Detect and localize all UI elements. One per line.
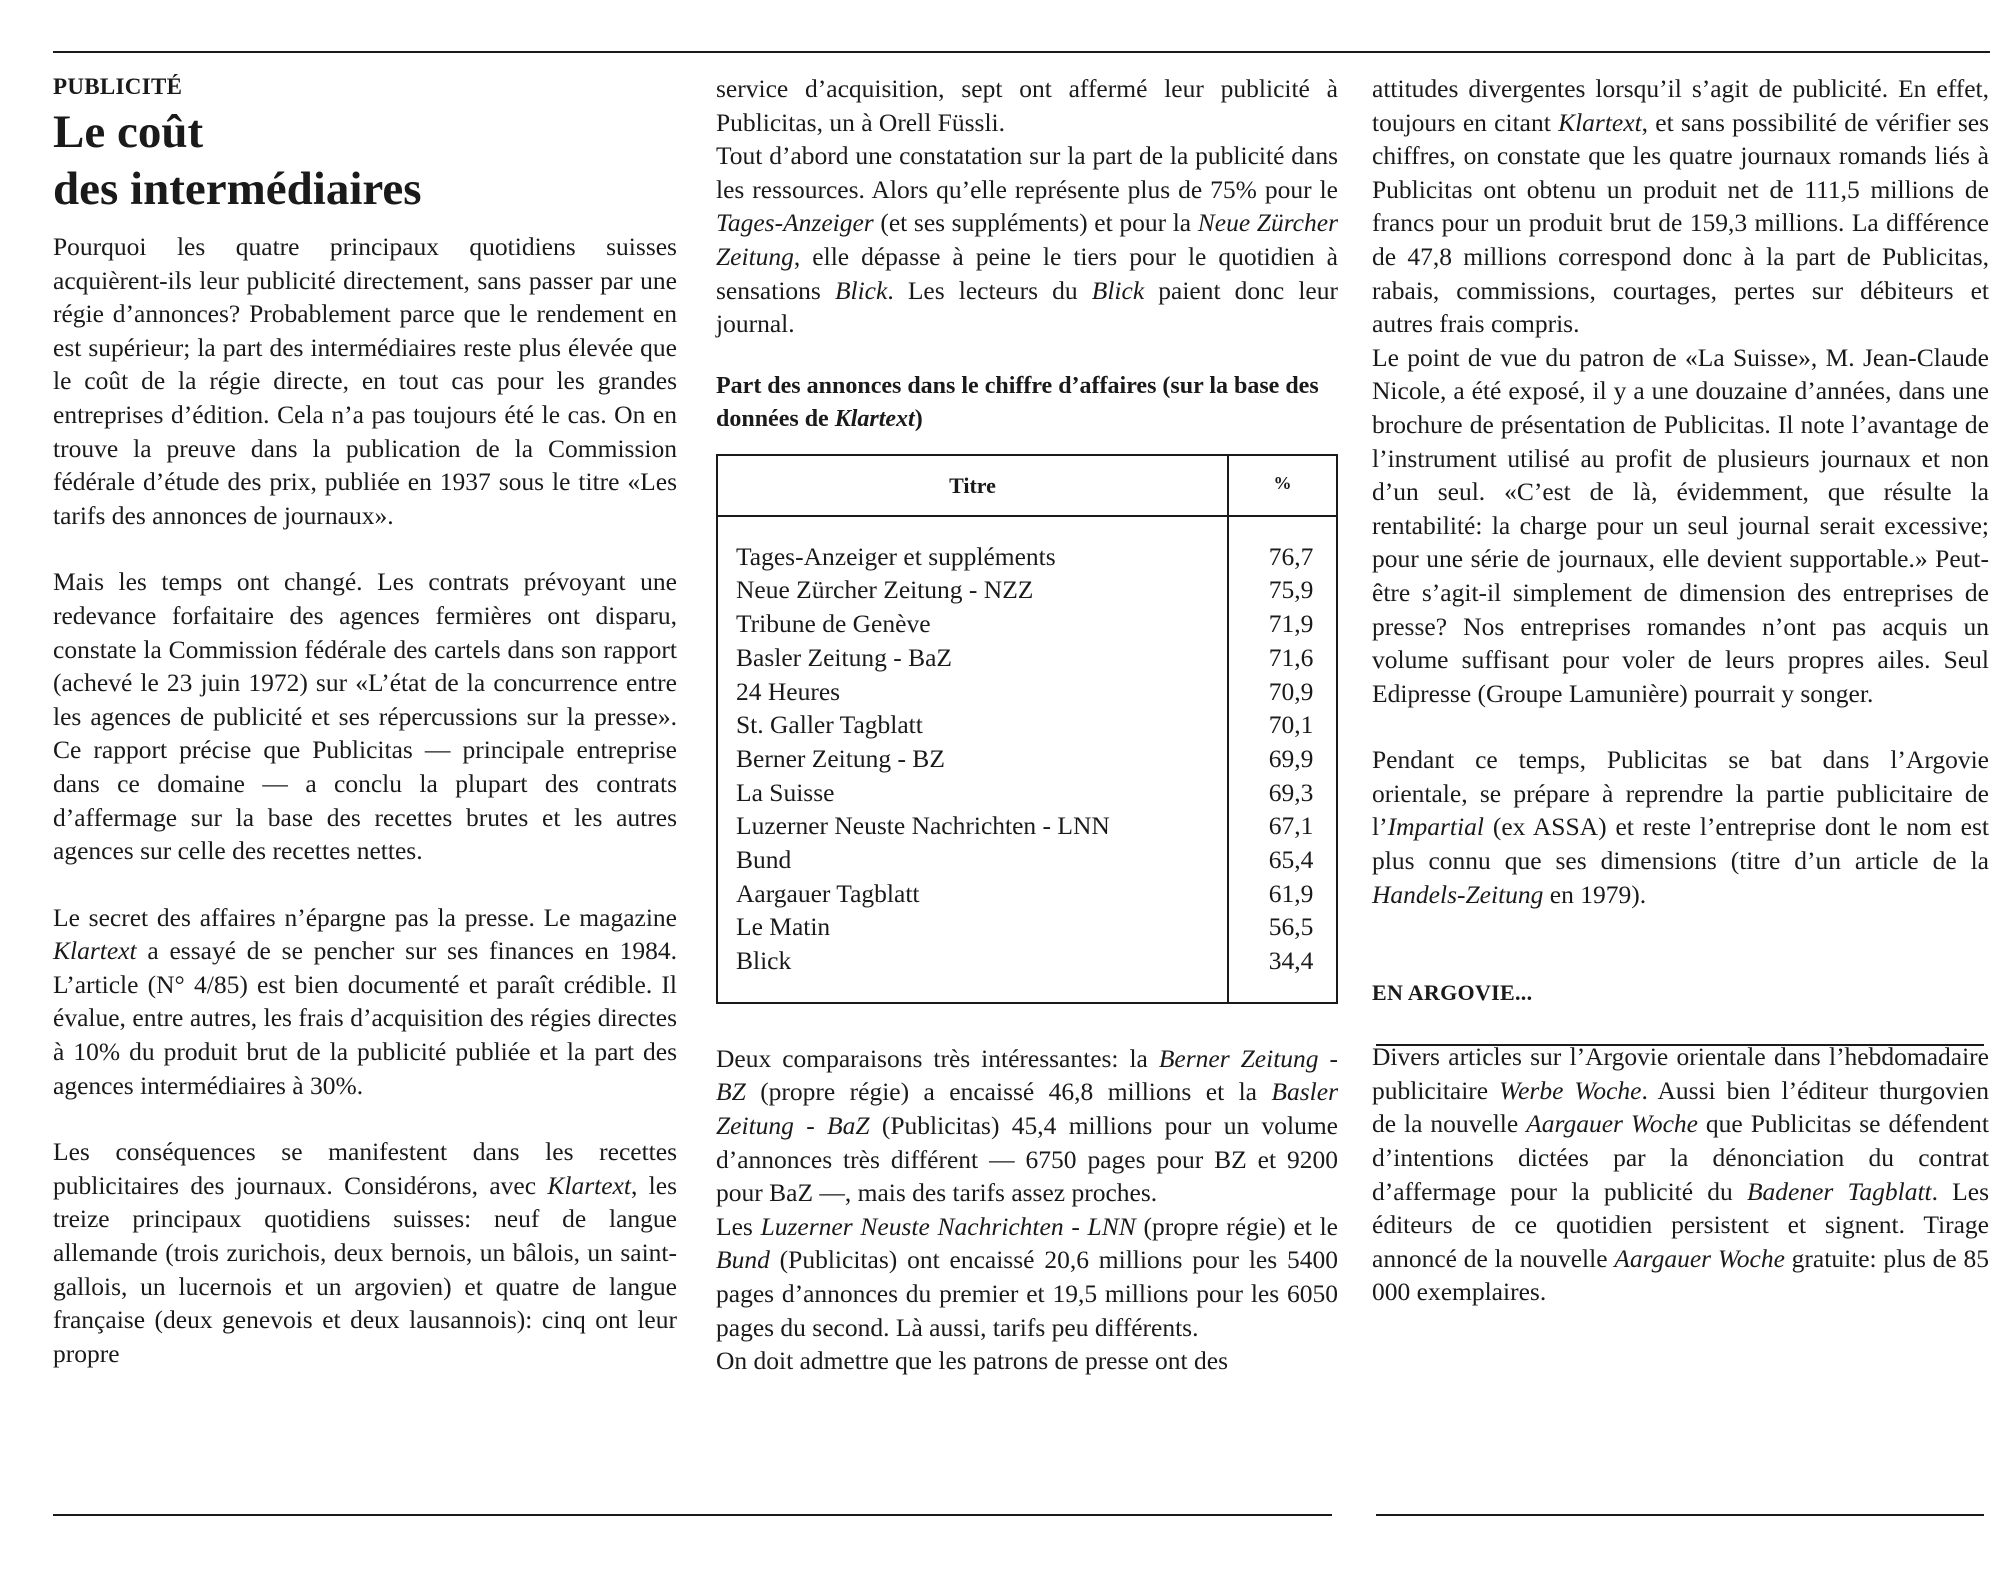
newspaper-name: St. Galler Tagblatt bbox=[736, 710, 923, 740]
paragraph: Tout d’abord une constatation sur la part de la publicité dans les ressources. Alors qu’elle représente plus de 75% pour le Tages-Anzeiger (et ses suppléments) et pour la Neue Zürcher Zeitung, elle dépasse à peine le tiers pour le quotidien à sensations Blick. Les lecteurs du Blick paient donc leur journal. bbox=[716, 141, 1338, 339]
table-row bbox=[736, 910, 1336, 944]
table-caption: Part des annonces dans le chiffre d’affaires (sur la base des données de Klartext) bbox=[716, 372, 1319, 432]
table-row bbox=[736, 809, 1336, 843]
newspaper-name: Blick bbox=[736, 946, 792, 975]
table-row bbox=[736, 607, 1336, 641]
bottom-rule-right bbox=[1376, 1514, 1984, 1516]
column-header-title: Titre bbox=[949, 472, 996, 498]
advertising-share-table bbox=[716, 454, 1338, 1004]
paragraph: Les Luzerner Neuste Nachrichten - LNN (propre régie) et le Bund (Publicitas) ont encaissé 20,6 millions pour les 5400 pages d’annonces du premier et 19,5 millions pour les 6050 pages du second. Là aussi, tarifs peu différents. bbox=[716, 1211, 1338, 1342]
newspaper-name: Aargauer Tagblatt bbox=[736, 878, 920, 908]
newspaper-name: Tages-Anzeiger et suppléments bbox=[736, 541, 1056, 571]
table-row bbox=[736, 641, 1336, 675]
paragraph: Les conséquences se manifestent dans les recettes publicitaires des journaux. Considérons, avec Klartext, les treize principaux quotidiens suisses: neuf de langue allemande (trois zurichois, deux bernois, un bâlois, un saint-gallois, un lucernois et un argovien) et quatre de langue française (deux genevois et deux lausannois): cinq ont leur propre bbox=[53, 1137, 678, 1368]
ad-share-value: 61,9 bbox=[1268, 878, 1314, 908]
table-row bbox=[736, 573, 1336, 607]
ad-share-value: 70,9 bbox=[1268, 676, 1314, 706]
table-row bbox=[736, 675, 1336, 709]
paragraph: Le point de vue du patron de «La Suisse», M. Jean-Claude Nicole, a été exposé, il y a une douzaine d’années, dans une brochure de présentation de Publicitas. Il note l’avantage de l’instrument utilisé au profit de plusieurs journaux et non d’un seul. «C’est de là, évidemment, que résulte la rentabilité: la charge pour un seul journal serait excessive; pour une série de journaux, elle devient supportable.» Peut-être s’agit-il simplement de dimension des entreprises de presse? Nos entreprises romandes n’ont pas acquis un volume suffisant pour voler de leurs propres ailes. Seul Edipresse (Groupe Lamunière) pourrait y songer. bbox=[1372, 342, 1989, 708]
ad-share-value: 75,9 bbox=[1268, 575, 1314, 605]
table-body bbox=[736, 540, 1336, 978]
ad-share-value: 67,1 bbox=[1268, 811, 1314, 841]
ad-share-value: 34,4 bbox=[1268, 946, 1314, 975]
ad-share-value: 69,9 bbox=[1268, 743, 1314, 773]
newspaper-name: Neue Zürcher Zeitung - NZZ bbox=[736, 575, 1034, 605]
paragraph: Pourquoi les quatre principaux quotidiens suisses acquièrent-ils leur publicité directement, sans passer par une régie d’annonces? Probablement parce que le rendement en est supérieur; la part des intermédiaires reste plus élevée que le coût de la régie directe, en tout cas pour les grandes entreprises d’édition. Cela n’a pas toujours été le cas. On en trouve la preuve dans la publication de la Commission fédérale d’étude des prix, publiée en 1937 sous le titre «Les tarifs des annonces de journaux». bbox=[53, 232, 677, 530]
paragraph: service d’acquisition, sept ont affermé leur publicité à Publicitas, un à Orell Füssli. bbox=[716, 74, 1338, 137]
ad-share-value: 70,1 bbox=[1268, 710, 1314, 740]
paragraph: On doit admettre que les patrons de presse ont des bbox=[716, 1346, 1228, 1376]
newspaper-name: Le Matin bbox=[736, 912, 831, 942]
ad-share-value: 71,6 bbox=[1268, 642, 1314, 672]
column-header-percent: % bbox=[1273, 472, 1292, 493]
table-header bbox=[718, 456, 1336, 517]
newspaper-name: La Suisse bbox=[736, 777, 835, 807]
newspaper-name: 24 Heures bbox=[736, 676, 841, 706]
paragraph: Le secret des affaires n’épargne pas la presse. Le magazine Klartext a essayé de se pencher sur ses finances en 1984. L’article (N° 4/85) est bien documenté et paraît crédible. Il évalue, entre autres, les frais d’acquisition des régies directes à 10% du produit brut de la publicité publiée et la part des agences intermédiaires à 30%. bbox=[53, 902, 677, 1100]
ad-share-value: 76,7 bbox=[1268, 541, 1314, 571]
article-column-2 bbox=[716, 72, 1338, 1378]
sub-heading: EN ARGOVIE... bbox=[1372, 980, 1533, 1006]
ad-share-value: 71,9 bbox=[1268, 609, 1314, 639]
newspaper-name: Basler Zeitung - BaZ bbox=[736, 642, 952, 672]
headline-line-1: Le coût bbox=[53, 106, 204, 158]
top-rule bbox=[53, 51, 1990, 53]
paragraph: Pendant ce temps, Publicitas se bat dans l’Argovie orientale, se prépare à reprendre la partie publicitaire de l’Impartial (ex ASSA) et reste l’entreprise dont le nom est plus connu que ses dimensions (titre d’un article de la Handels-Zeitung en 1979). bbox=[1372, 745, 1989, 909]
headline-line-2: des intermédiaires bbox=[53, 163, 422, 215]
table-row bbox=[736, 877, 1336, 911]
section-label: PUBLICITÉ bbox=[53, 74, 183, 99]
headline bbox=[53, 104, 677, 218]
table-row bbox=[736, 742, 1336, 776]
ad-share-value: 69,3 bbox=[1268, 777, 1314, 807]
table-row bbox=[736, 708, 1336, 742]
ad-share-value: 65,4 bbox=[1268, 844, 1314, 874]
paragraph: Deux comparaisons très intéressantes: la Berner Zeitung - BZ (propre régie) a encaissé 46,8 millions et la Basler Zeitung - BaZ (Publicitas) 45,4 millions pour un volume d’annonces très différent — 6750 pages pour BZ et 9200 pour BaZ —, mais des tarifs assez proches. bbox=[716, 1043, 1338, 1208]
ad-share-value: 56,5 bbox=[1268, 912, 1314, 942]
paragraph: Divers articles sur l’Argovie orientale dans l’hebdomadaire publicitaire Werbe Woche. Aussi bien l’éditeur thurgovien de la nouvelle Aargauer Woche que Publicitas se défendent d’intentions dictées par la dénonciation du contrat d’affermage pour la publicité du Badener Tagblatt. Les éditeurs de ce quotidien persistent et signent. Tirage annoncé de la nouvelle Aargauer Woche gratuite: plus de 85 000 exemplaires. bbox=[1372, 1042, 1990, 1307]
newspaper-name: Berner Zeitung - BZ bbox=[736, 743, 945, 773]
article-column-1 bbox=[53, 72, 677, 1370]
table-row bbox=[736, 843, 1336, 877]
paragraph: Mais les temps ont changé. Les contrats prévoyant une redevance forfaitaire des agences fermières ont disparu, constate la Commission fédérale des cartels dans son rapport (achevé le 23 juin 1972) sur «L’état de la concurrence entre les agences de publicité et ses répercussions sur la presse». Ce rapport précise que Publicitas — principale entreprise dans ce domaine — a conclu la plupart des contrats d’affermage sur la base des recettes brutes et les autres agences sur celle des recettes nettes. bbox=[53, 567, 677, 866]
bottom-rule-left bbox=[53, 1514, 1332, 1516]
newspaper-name: Tribune de Genève bbox=[736, 609, 931, 639]
newspaper-name: Bund bbox=[736, 844, 792, 874]
newspaper-name: Luzerner Neuste Nachrichten - LNN bbox=[736, 811, 1110, 841]
paragraph: attitudes divergentes lorsqu’il s’agit de publicité. En effet, toujours en citant Klartext, et sans possibilité de vérifier ses chiffres, on constate que les quatre journaux romands liés à Publicitas ont obtenu un produit net de 111,5 millions de francs pour un produit brut de 159,3 millions. La différence de 47,8 millions correspond donc à la part de Publicitas, rabais, commissions, courtages, pertes sur débiteurs et autres frais compris. bbox=[1372, 74, 1990, 339]
article-column-3 bbox=[1372, 72, 1989, 1309]
table-row bbox=[736, 540, 1336, 574]
table-row bbox=[736, 776, 1336, 810]
table-row bbox=[736, 944, 1336, 978]
